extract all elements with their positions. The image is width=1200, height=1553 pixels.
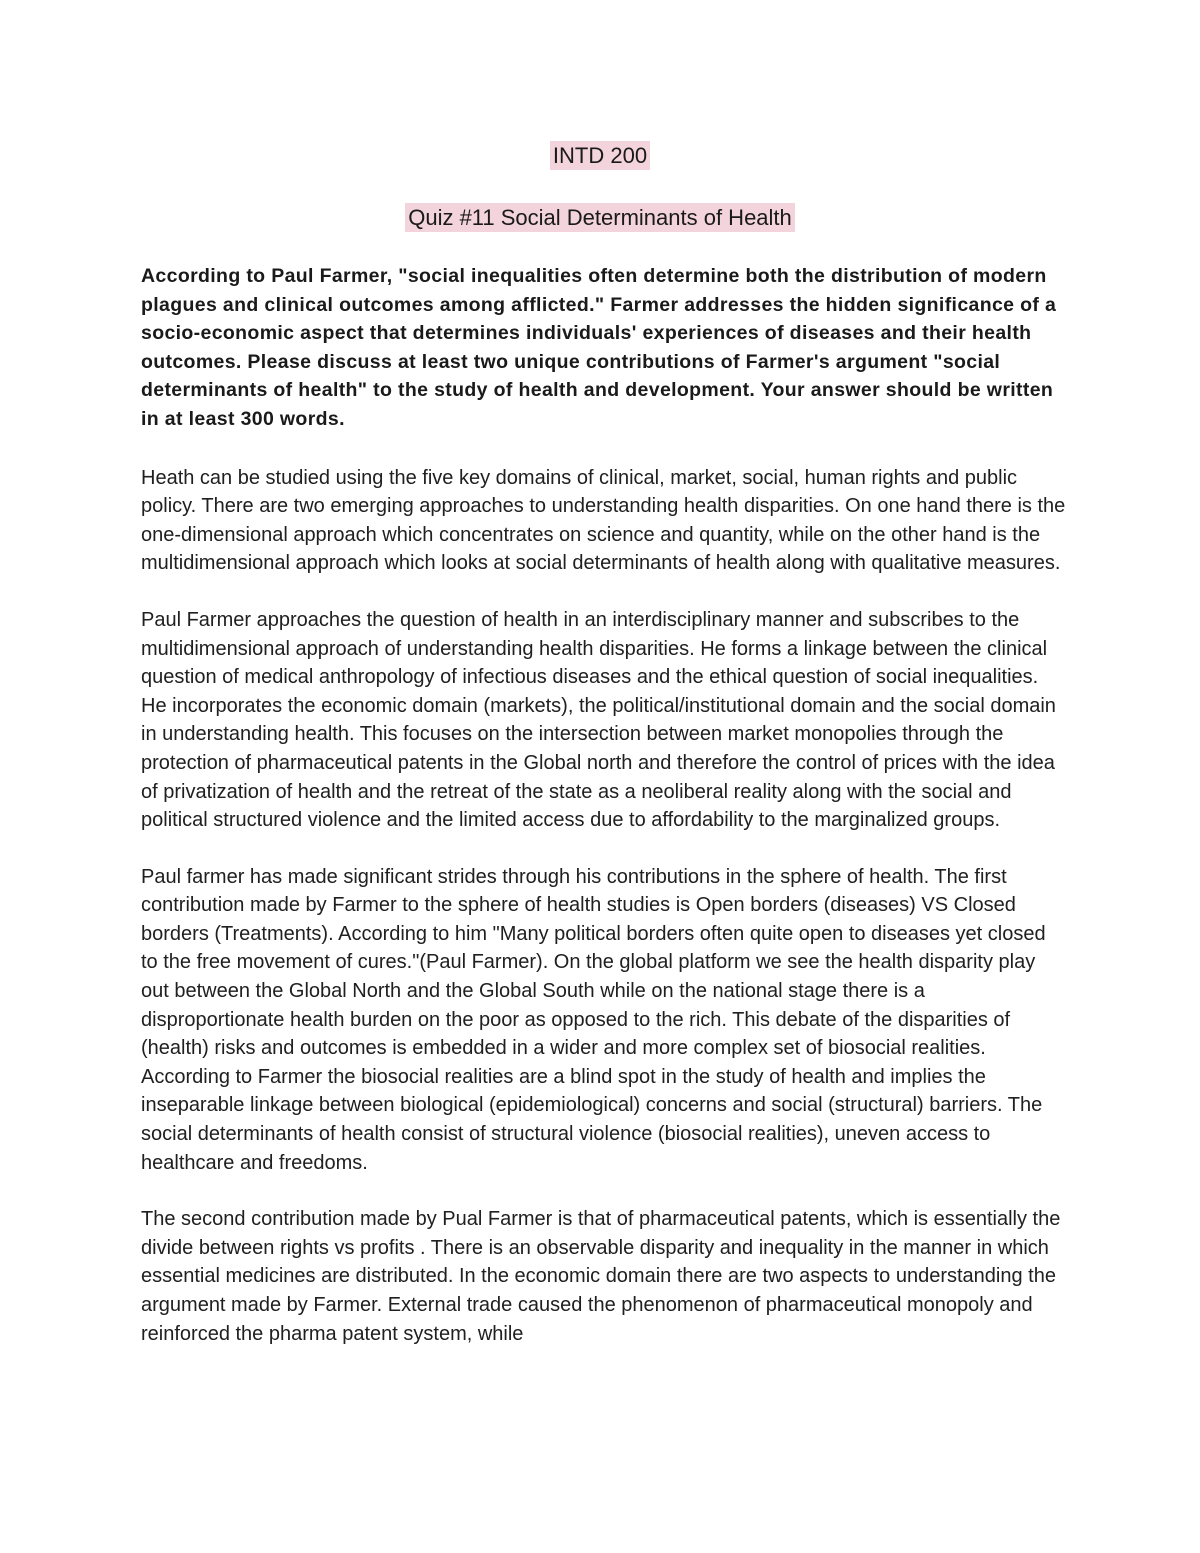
quiz-prompt: According to Paul Farmer, "social inequalities often determine both the distribution of modern plagues and clinical outcomes among afflicted." Farmer addresses the hidden significance of a socio-economic aspect that determines individuals' experiences of diseases and their health outcomes. Please discuss at least two unique contributions of Farmer's argument "social determinants of health" to the study of health and development. Your answer should be written in at least 300 words. xyxy=(141,265,1057,430)
answer-paragraph-3: Paul farmer has made significant strides through his contributions in the sphere of health. The first contribution made by Farmer to the sphere of health studies is Open borders (diseases) VS Closed borders (Treatments). According to him "Many political borders often quite open to diseases yet closed to the free movement of cures."(Paul Farmer). On the global platform we see the health disparity play out between the Global North and the Global South while on the national stage there is a disproportionate health burden on the poor as opposed to the rich. This debate of the disparities of (health) risks and outcomes is embedded in a wider and more complex set of biosocial realities. According to Farmer the biosocial realities are a blind spot in the study of health and implies the inseparable linkage between biological (epidemiological) concerns and social (structural) barriers. The social determinants of health consist of structural violence (biosocial realities), uneven access to healthcare and freedoms. xyxy=(141,865,1046,1174)
answer-paragraph-4: The second contribution made by Pual Farmer is that of pharmaceutical patents, which is essentially the divide between rights vs profits . There is an observable disparity and inequality in the manner in which essential medicines are distributed. In the economic domain there are two aspects to understanding the argument made by Farmer. External trade caused the phenomenon of pharmaceutical monopoly and reinforced the pharma patent system, while xyxy=(141,1208,1061,1345)
answer-paragraph-1: Heath can be studied using the five key domains of clinical, market, social, human rights and public policy. There are two emerging approaches to understanding health disparities. On one hand there is the one-dimensional approach which concentrates on science and quantity, while on the other hand is the multidimensional approach which looks at social determinants of health along with qualitative measures. xyxy=(141,466,1066,575)
quiz-title-line xyxy=(0,203,1200,232)
course-code: INTD 200 xyxy=(550,141,650,170)
document-body xyxy=(141,262,1066,1376)
course-code-line xyxy=(0,141,1200,170)
answer-paragraph-2: Paul Farmer approaches the question of health in an interdisciplinary manner and subscribes to the multidimensional approach of understanding health disparities. He forms a linkage between the clinical question of medical anthropology of infectious diseases and the ethical question of social inequalities. He incorporates the economic domain (markets), the political/institutional domain and the social domain in understanding health. This focuses on the intersection between market monopolies through the protection of pharmaceutical patents in the Global north and therefore the control of prices with the idea of privatization of health and the retreat of the state as a neoliberal reality along with the social and political structured violence and the limited access due to affordability to the marginalized groups. xyxy=(141,608,1056,832)
quiz-title: Quiz #11 Social Determinants of Health xyxy=(405,203,795,232)
